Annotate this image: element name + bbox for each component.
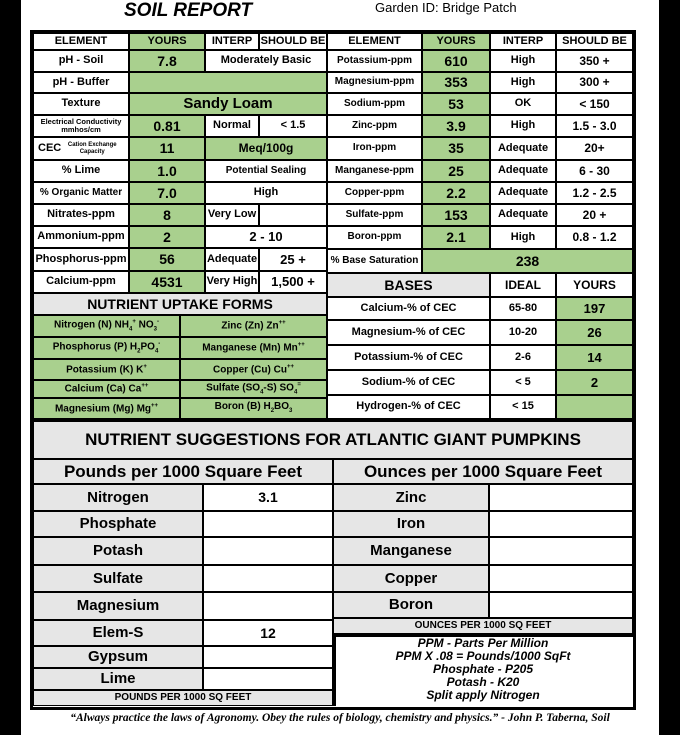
- texture-value: Sandy Loam: [129, 93, 327, 115]
- left-header-element: ELEMENT: [33, 33, 129, 50]
- ph-buffer-value: [129, 72, 327, 93]
- note-3: Potash - K20: [446, 675, 520, 689]
- pounds-label-2: Potash: [33, 537, 203, 565]
- cec-sublabel: Cation Exchange Capacity: [67, 142, 117, 155]
- ec-label: Electrical Conductivity mmhos/cm: [33, 115, 129, 137]
- calcium-yours: 4531: [129, 271, 205, 293]
- bases-yours-3: 2: [556, 370, 633, 395]
- lime-interp: Potential Sealing: [205, 160, 327, 182]
- ounces-label-3: Copper: [333, 565, 489, 592]
- right-interp-7: Adequate: [490, 204, 556, 226]
- note-1: PPM X .08 = Pounds/1000 SqFt: [395, 649, 571, 663]
- cec-yours: 11: [129, 137, 205, 160]
- right-yours-4: 35: [422, 137, 490, 160]
- bases-ideal-4: < 15: [490, 395, 556, 419]
- uptake-right-1: Manganese (Mn) Mn++: [180, 337, 327, 359]
- report-title: SOIL REPORT: [124, 0, 253, 21]
- ounces-header: Ounces per 1000 Square Feet: [333, 459, 633, 484]
- uptake-left-1: Phosphorus (P) $H_2PO_4^-$: [33, 337, 180, 359]
- right-header-element: ELEMENT: [327, 33, 422, 50]
- bases-yours-0: 197: [556, 297, 633, 320]
- pounds-value-2: [203, 537, 333, 565]
- left-header-should: SHOULD BE: [259, 33, 327, 50]
- texture-label: Texture: [33, 93, 129, 115]
- phosphorus-label: Phosphorus-ppm: [33, 248, 129, 271]
- uptake-right-4: Boron (B) $H_2BO_3$: [180, 398, 327, 419]
- cec-interp: Meq/100g: [205, 137, 327, 160]
- right-interp-8: High: [490, 226, 556, 249]
- right-label-5: Manganese-ppm: [327, 160, 422, 182]
- pounds-value-7: [203, 668, 333, 690]
- uptake-left-0: Nitrogen (N) $NH_4^+$ $NO_3^-$: [33, 315, 180, 337]
- right-header-yours: YOURS: [422, 33, 490, 50]
- ounces-value-3: [489, 565, 633, 592]
- right-yours-8: 2.1: [422, 226, 490, 249]
- notes: [333, 637, 633, 702]
- bases-yours-1: 26: [556, 320, 633, 345]
- ammonium-interp: 2 - 10: [205, 226, 327, 248]
- pounds-value-0: 3.1: [203, 484, 333, 511]
- right-label-6: Copper-ppm: [327, 182, 422, 204]
- right-yours-2: 53: [422, 93, 490, 115]
- pounds-value-6: [203, 646, 333, 668]
- pounds-label-5: Elem-S: [33, 620, 203, 646]
- uptake-left-4: Magnesium (Mg) Mg++: [33, 398, 180, 419]
- bases-label-0: Calcium-% of CEC: [327, 297, 490, 320]
- quote: “Always practice the laws of Agronomy. Obey the rules of biology, chemistry and physics.” - John P. Taberna, Soil: [70, 712, 610, 724]
- phosphorus-interp: Adequate: [205, 248, 259, 271]
- cec-label-cell: [33, 137, 129, 160]
- bases-ideal-0: 65-80: [490, 297, 556, 320]
- right-label-3: Zinc-ppm: [327, 115, 422, 137]
- right-label-7: Sulfate-ppm: [327, 204, 422, 226]
- right-yours-5: 25: [422, 160, 490, 182]
- right-label-4: Iron-ppm: [327, 137, 422, 160]
- nitrates-label: Nitrates-ppm: [33, 204, 129, 226]
- ammonium-yours: 2: [129, 226, 205, 248]
- right-label-0: Potassium-ppm: [327, 50, 422, 72]
- ph-soil-yours: 7.8: [129, 50, 205, 72]
- garden-id: Garden ID: Bridge Patch: [375, 0, 517, 15]
- pounds-label-0: Nitrogen: [33, 484, 203, 511]
- nitrates-yours: 8: [129, 204, 205, 226]
- pounds-label-4: Magnesium: [33, 592, 203, 620]
- bases-header-label: BASES: [327, 273, 490, 297]
- bases-label-2: Potassium-% of CEC: [327, 345, 490, 370]
- right-yours-7: 153: [422, 204, 490, 226]
- note-0: PPM - Parts Per Million: [417, 636, 549, 650]
- pounds-label-3: Sulfate: [33, 565, 203, 592]
- right-should-5: 6 - 30: [556, 160, 633, 182]
- right-yours-0: 610: [422, 50, 490, 72]
- ounces-footer: OUNCES PER 1000 SQ FEET: [333, 618, 633, 634]
- right-label-8: Boron-ppm: [327, 226, 422, 249]
- ph-soil-label: pH - Soil: [33, 50, 129, 72]
- ounces-value-0: [489, 484, 633, 511]
- ec-should: < 1.5: [259, 115, 327, 137]
- right-label-1: Magnesium-ppm: [327, 72, 422, 93]
- suggestions-title: NUTRIENT SUGGESTIONS FOR ATLANTIC GIANT PUMPKINS: [33, 419, 633, 459]
- phosphorus-should: 25 +: [259, 248, 327, 271]
- ammonium-label: Ammonium-ppm: [33, 226, 129, 248]
- pounds-header: Pounds per 1000 Square Feet: [33, 459, 333, 484]
- right-interp-6: Adequate: [490, 182, 556, 204]
- pounds-value-5: 12: [203, 620, 333, 646]
- right-interp-4: Adequate: [490, 137, 556, 160]
- ec-yours: 0.81: [129, 115, 205, 137]
- bases-label-4: Hydrogen-% of CEC: [327, 395, 490, 419]
- om-label: % Organic Matter: [33, 182, 129, 204]
- calcium-label: Calcium-ppm: [33, 271, 129, 293]
- cec-label: CEC: [38, 141, 62, 154]
- uptake-right-2: Copper (Cu) Cu++: [180, 359, 327, 380]
- left-header-interp: INTERP: [205, 33, 259, 50]
- right-should-8: 0.8 - 1.2: [556, 226, 633, 249]
- uptake-title: NUTRIENT UPTAKE FORMS: [33, 293, 327, 315]
- right-should-2: < 150: [556, 93, 633, 115]
- right-yours-3: 3.9: [422, 115, 490, 137]
- ec-interp: Normal: [205, 115, 259, 137]
- base-saturation-label: % Base Saturation: [327, 249, 422, 273]
- bases-ideal-3: < 5: [490, 370, 556, 395]
- right-should-3: 1.5 - 3.0: [556, 115, 633, 137]
- ounces-label-1: Iron: [333, 511, 489, 537]
- uptake-right-0: Zinc (Zn) Zn++: [180, 315, 327, 337]
- right-should-7: 20 +: [556, 204, 633, 226]
- right-header-interp: INTERP: [490, 33, 556, 50]
- bases-label-1: Magnesium-% of CEC: [327, 320, 490, 345]
- uptake-left-3: Calcium (Ca) Ca++: [33, 380, 180, 398]
- note-2: Phosphate - P205: [432, 662, 534, 676]
- right-label-2: Sodium-ppm: [327, 93, 422, 115]
- right-should-1: 300 +: [556, 72, 633, 93]
- ounces-value-4: [489, 592, 633, 618]
- right-interp-2: OK: [490, 93, 556, 115]
- ph-soil-interp: Moderately Basic: [205, 50, 327, 72]
- pounds-value-4: [203, 592, 333, 620]
- right-interp-0: High: [490, 50, 556, 72]
- om-interp: High: [205, 182, 327, 204]
- bases-header-ideal: IDEAL: [490, 273, 556, 297]
- right-interp-3: High: [490, 115, 556, 137]
- pounds-value-1: [203, 511, 333, 537]
- left-header-yours: YOURS: [129, 33, 205, 50]
- pounds-value-3: [203, 565, 333, 592]
- ounces-value-2: [489, 537, 633, 565]
- pounds-label-1: Phosphate: [33, 511, 203, 537]
- lime-label: % Lime: [33, 160, 129, 182]
- uptake-left-2: Potassium (K) K+: [33, 359, 180, 380]
- right-yours-6: 2.2: [422, 182, 490, 204]
- pounds-label-7: Lime: [33, 668, 203, 690]
- om-yours: 7.0: [129, 182, 205, 204]
- calcium-interp: Very High: [205, 271, 259, 293]
- right-should-0: 350 +: [556, 50, 633, 72]
- ounces-value-1: [489, 511, 633, 537]
- right-interp-5: Adequate: [490, 160, 556, 182]
- soil-report-page: [21, 0, 659, 735]
- phosphorus-yours: 56: [129, 248, 205, 271]
- bases-label-3: Sodium-% of CEC: [327, 370, 490, 395]
- ounces-label-0: Zinc: [333, 484, 489, 511]
- lime-yours: 1.0: [129, 160, 205, 182]
- nitrates-interp: Very Low: [205, 204, 259, 226]
- bases-yours-2: 14: [556, 345, 633, 370]
- note-4: Split apply Nitrogen: [426, 688, 540, 702]
- pounds-footer: POUNDS PER 1000 SQ FEET: [33, 690, 333, 706]
- uptake-right-3: Sulfate $(SO_4-S)$ $SO_4^=$: [180, 380, 327, 398]
- calcium-should: 1,500 +: [259, 271, 327, 293]
- ounces-label-2: Manganese: [333, 537, 489, 565]
- ounces-label-4: Boron: [333, 592, 489, 618]
- bases-header-yours: YOURS: [556, 273, 633, 297]
- right-header-should: SHOULD BE: [556, 33, 633, 50]
- base-saturation-yours: 238: [422, 249, 633, 273]
- pounds-label-6: Gypsum: [33, 646, 203, 668]
- right-should-6: 1.2 - 2.5: [556, 182, 633, 204]
- nitrates-should: [259, 204, 327, 226]
- right-yours-1: 353: [422, 72, 490, 93]
- right-should-4: 20+: [556, 137, 633, 160]
- bases-yours-4: [556, 395, 633, 419]
- right-interp-1: High: [490, 72, 556, 93]
- bases-ideal-1: 10-20: [490, 320, 556, 345]
- bases-ideal-2: 2-6: [490, 345, 556, 370]
- ph-buffer-label: pH - Buffer: [33, 72, 129, 93]
